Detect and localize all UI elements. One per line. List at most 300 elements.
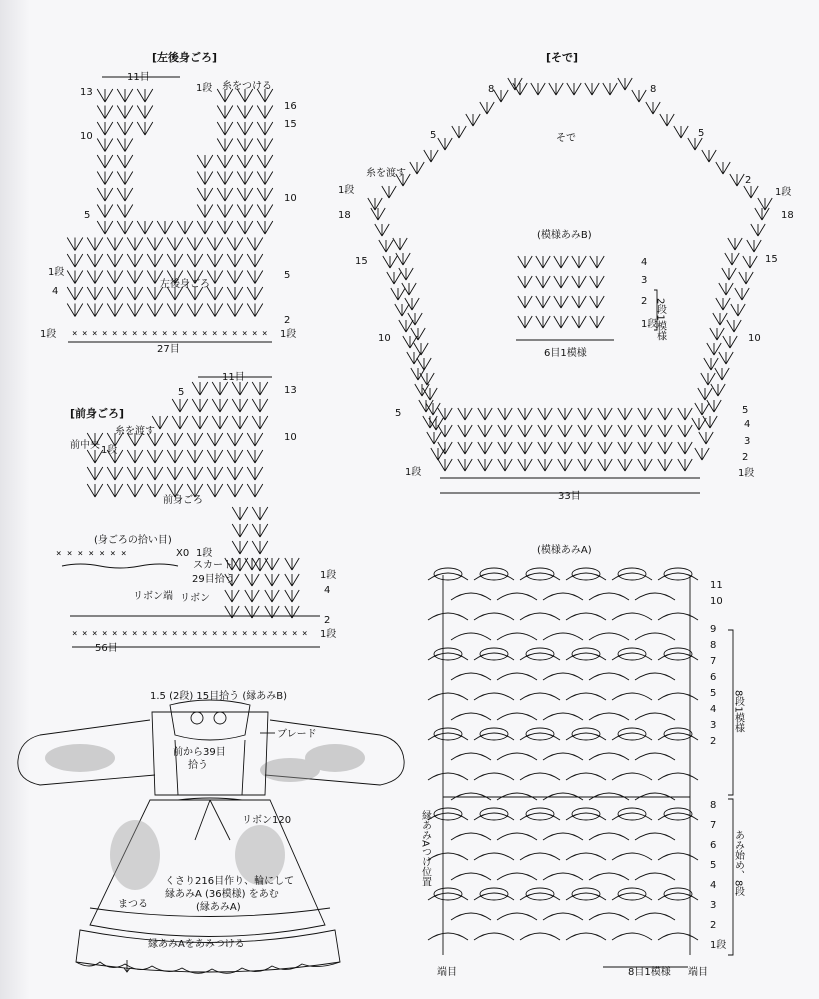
net-arch	[428, 853, 468, 860]
stitch-fan	[368, 198, 382, 210]
net-arch	[497, 833, 537, 840]
stitch-fan	[618, 459, 632, 471]
net-arch	[520, 773, 560, 780]
stitch-fan	[67, 287, 83, 300]
stitch-fan	[67, 254, 83, 267]
stitch-fan	[232, 507, 248, 520]
net-arch	[451, 593, 491, 600]
net-arch	[635, 713, 675, 720]
stitch-fan	[431, 448, 445, 460]
puff-stitch	[664, 808, 692, 820]
stitch-fan	[87, 271, 103, 284]
net-arch	[589, 673, 629, 680]
stitch-fan	[257, 205, 273, 218]
sleeve-title: [そで]	[546, 51, 579, 64]
sleeve-r-10: 10	[748, 333, 761, 344]
net-arch	[474, 853, 514, 860]
stitch-fan	[237, 172, 253, 185]
single-crochet-mark: ×	[242, 629, 248, 639]
front-pickup-row1: 1段	[196, 548, 213, 559]
stitch-fan	[147, 254, 163, 267]
net-arch	[635, 753, 675, 760]
stitch-fan	[728, 238, 742, 250]
net-arch	[658, 853, 698, 860]
stitch-fan	[578, 442, 592, 454]
net-arch	[658, 613, 698, 620]
sleeve-l-10: 10	[378, 333, 391, 344]
stitch-fan	[117, 155, 133, 168]
net-arch	[635, 833, 675, 840]
stitch-fan	[554, 276, 568, 288]
front-pass-yarn: 糸を渡す	[115, 426, 155, 437]
stitch-fan	[117, 172, 133, 185]
stitch-fan	[660, 114, 674, 126]
patB-count: 6目1模様	[544, 348, 587, 359]
patB-r-4: 4	[641, 257, 648, 268]
stitch-fan	[265, 574, 279, 586]
stitch-fan	[67, 238, 83, 251]
stitch-fan	[638, 425, 652, 437]
stitch-fan	[207, 433, 223, 446]
patA-row-label-lower: 8	[710, 800, 717, 811]
single-crochet-mark: ×	[252, 629, 258, 639]
stitch-fan	[554, 256, 568, 268]
stitch-fan	[554, 316, 568, 328]
stitch-fan	[127, 304, 143, 317]
stitch-fan	[252, 416, 268, 429]
back-row-13: 13	[80, 87, 93, 98]
puff-stitch	[526, 568, 554, 580]
stitch-fan	[217, 205, 233, 218]
net-arch	[451, 633, 491, 640]
back-row-4: 4	[52, 286, 59, 297]
stitch-fan	[692, 418, 706, 430]
stitch-fan	[187, 238, 203, 251]
stitch-fan	[227, 287, 243, 300]
puff-stitch	[618, 808, 646, 820]
stitch-fan	[227, 433, 243, 446]
patB-title: (模様あみB)	[537, 230, 592, 241]
net-arch	[474, 613, 514, 620]
back-r-10: 10	[284, 193, 297, 204]
single-crochet-mark: ×	[212, 629, 218, 639]
patA-row-label: 10	[710, 596, 723, 607]
stitch-fan	[137, 221, 153, 234]
net-arch	[497, 713, 537, 720]
net-arch	[635, 593, 675, 600]
stitch-fan	[403, 336, 417, 348]
stitch-fan	[638, 459, 652, 471]
stitch-fan	[247, 467, 263, 480]
single-crochet-mark: ×	[72, 629, 78, 639]
net-arch	[474, 933, 514, 940]
single-crochet-mark: ×	[232, 329, 238, 339]
puff-stitch	[664, 648, 692, 660]
sleeve-chart	[338, 51, 794, 502]
stitch-fan	[536, 296, 550, 308]
stitch-fan	[237, 188, 253, 201]
stitch-fan	[417, 358, 431, 370]
stitch-fan	[536, 316, 550, 328]
stitch-fan	[97, 205, 113, 218]
back-body-label: 左後身ごろ	[160, 279, 210, 290]
stitch-fan	[452, 126, 466, 138]
stitch-fan	[518, 408, 532, 420]
net-arch	[589, 833, 629, 840]
stitch-fan	[127, 287, 143, 300]
patA-bracket-upper: 8段1模様	[732, 690, 744, 733]
stitch-fan	[172, 399, 188, 412]
puff-stitch	[526, 888, 554, 900]
stitch-fan	[212, 399, 228, 412]
stitch-fan	[402, 283, 416, 295]
stitch-fan	[382, 186, 396, 198]
puff-stitch	[618, 568, 646, 580]
stitch-fan	[719, 283, 733, 295]
stitch-fan	[383, 256, 397, 268]
net-arch	[566, 853, 606, 860]
stitch-fan	[674, 126, 688, 138]
front-title: [前身ごろ]	[70, 407, 125, 420]
net-arch	[635, 873, 675, 880]
stitch-fan	[87, 254, 103, 267]
net-arch	[543, 793, 583, 800]
stitch-fan	[245, 590, 259, 602]
front-ribbon-end: リボン端	[133, 591, 173, 602]
patA-row-label: 7	[710, 656, 717, 667]
stitch-fan	[247, 450, 263, 463]
stitch-fan	[225, 590, 239, 602]
stitch-fan	[67, 271, 83, 284]
stitch-fan	[167, 467, 183, 480]
net-arch	[566, 613, 606, 620]
stitch-fan	[137, 89, 153, 102]
back-r-15: 15	[284, 119, 297, 130]
stitch-fan	[494, 90, 508, 102]
stitch-fan	[590, 256, 604, 268]
stitch-fan	[107, 271, 123, 284]
net-arch	[612, 613, 652, 620]
stitch-fan	[265, 590, 279, 602]
stitch-fan	[217, 172, 233, 185]
net-arch	[543, 753, 583, 760]
stitch-fan	[731, 304, 745, 316]
stitch-fan	[97, 188, 113, 201]
stitch-fan	[67, 304, 83, 317]
stitch-fan	[703, 416, 717, 428]
stitch-fan	[538, 425, 552, 437]
puff-stitch	[618, 888, 646, 900]
stitch-fan	[187, 467, 203, 480]
stitch-fan	[257, 106, 273, 119]
net-arch	[428, 693, 468, 700]
stitch-fan	[87, 304, 103, 317]
stitch-fan	[618, 78, 632, 90]
net-arch	[612, 853, 652, 860]
net-arch	[497, 673, 537, 680]
net-arch	[635, 793, 675, 800]
single-crochet-mark: ×	[152, 329, 158, 339]
patA-row-label: 4	[710, 704, 717, 715]
patA-row-label-lower: 5	[710, 860, 717, 871]
single-crochet-mark: ×	[132, 329, 138, 339]
single-crochet-mark: ×	[92, 329, 98, 339]
single-crochet-mark: ×	[82, 629, 88, 639]
stitch-fan	[478, 408, 492, 420]
net-arch	[658, 693, 698, 700]
net-arch	[543, 713, 583, 720]
stitch-fan	[408, 313, 422, 325]
single-crochet-mark: ×	[302, 629, 308, 639]
puff-stitch	[434, 648, 462, 660]
stitch-fan	[252, 541, 268, 554]
stitch-fan	[87, 287, 103, 300]
stitch-fan	[518, 276, 532, 288]
stitch-fan	[438, 425, 452, 437]
stitch-fan	[518, 459, 532, 471]
front-pickup-marks: × × × × × × ×	[56, 549, 127, 559]
stitch-fan	[498, 408, 512, 420]
net-arch	[474, 693, 514, 700]
stitch-fan	[257, 139, 273, 152]
stitch-fan	[187, 433, 203, 446]
stitch-fan	[237, 205, 253, 218]
front-row-5: 5	[178, 387, 185, 398]
back-row-5: 5	[84, 210, 91, 221]
single-crochet-mark: ×	[152, 629, 158, 639]
stitch-fan	[727, 320, 741, 332]
puff-stitch	[526, 808, 554, 820]
stitch-fan	[747, 240, 761, 252]
stitch-fan	[212, 416, 228, 429]
sleeve-r-2: 2	[745, 175, 752, 186]
front-r-10: 10	[284, 432, 297, 443]
sleeve-top-left: 8	[488, 84, 495, 95]
stitch-fan	[127, 450, 143, 463]
front-row1: 1段	[101, 445, 118, 456]
stitch-fan	[458, 408, 472, 420]
stitch-fan	[598, 425, 612, 437]
stitch-fan	[646, 102, 660, 114]
stitch-fan	[695, 403, 709, 415]
stitch-fan	[751, 224, 765, 236]
sleeve-r-5b: 5	[742, 405, 749, 416]
front-lr-2: 2	[324, 615, 331, 626]
front-center: 前中央	[70, 440, 100, 451]
stitch-fan	[207, 238, 223, 251]
sleeve-l-15: 15	[355, 256, 368, 267]
stitch-fan	[695, 448, 709, 460]
net-arch	[543, 593, 583, 600]
stitch-fan	[107, 467, 123, 480]
single-crochet-mark: ×	[202, 329, 208, 339]
back-title: [左後身ごろ]	[152, 51, 218, 64]
stitch-fan	[97, 89, 113, 102]
stitch-fan	[518, 442, 532, 454]
stitch-fan	[702, 150, 716, 162]
net-arch	[520, 853, 560, 860]
stitch-fan	[247, 433, 263, 446]
stitch-fan	[107, 238, 123, 251]
puff-stitch	[664, 728, 692, 740]
single-crochet-mark: ×	[142, 329, 148, 339]
front-bottom-count: 56目	[95, 643, 118, 654]
stitch-fan	[97, 106, 113, 119]
single-crochet-mark: ×	[172, 629, 178, 639]
net-arch	[451, 673, 491, 680]
stitch-fan	[252, 399, 268, 412]
stitch-fan	[117, 106, 133, 119]
single-crochet-mark: ×	[182, 329, 188, 339]
net-arch	[589, 633, 629, 640]
stitch-fan	[478, 459, 492, 471]
dress-ribbon: リボン120	[242, 815, 292, 826]
stitch-fan	[167, 304, 183, 317]
stitch-fan	[107, 484, 123, 497]
sleeve-pass-yarn: 糸を渡す	[366, 168, 406, 179]
patA-row-label-lower: 7	[710, 820, 717, 831]
single-crochet-mark: ×	[122, 329, 128, 339]
stitch-fan	[127, 271, 143, 284]
stitch-fan	[758, 198, 772, 210]
stitch-fan	[147, 304, 163, 317]
back-row-1: 1段	[40, 329, 57, 340]
puff-stitch	[664, 888, 692, 900]
stitch-fan	[197, 188, 213, 201]
net-arch	[497, 873, 537, 880]
stitch-fan	[232, 382, 248, 395]
stitch-fan	[137, 106, 153, 119]
stitch-fan	[531, 83, 545, 95]
single-crochet-mark: ×	[102, 329, 108, 339]
stitch-fan	[97, 139, 113, 152]
dress-edgeA: (縁あみA)	[196, 902, 241, 913]
stitch-fan	[252, 382, 268, 395]
stitch-fan	[197, 205, 213, 218]
net-arch	[543, 873, 583, 880]
stitch-fan	[237, 221, 253, 234]
puff-stitch	[480, 888, 508, 900]
stitch-fan	[558, 459, 572, 471]
stitch-fan	[207, 254, 223, 267]
stitch-fan	[167, 238, 183, 251]
single-crochet-mark: ×	[172, 329, 178, 339]
stitch-fan	[411, 328, 425, 340]
front-pickup-end: X0	[176, 548, 190, 559]
single-crochet-mark: ×	[222, 629, 228, 639]
stitch-fan	[177, 221, 193, 234]
net-arch	[451, 873, 491, 880]
stitch-fan	[127, 467, 143, 480]
single-crochet-mark: ×	[232, 629, 238, 639]
net-arch	[589, 713, 629, 720]
net-arch	[451, 713, 491, 720]
stitch-fan	[247, 254, 263, 267]
stitch-fan	[399, 320, 413, 332]
stitch-fan	[498, 442, 512, 454]
stitch-fan	[197, 172, 213, 185]
single-crochet-mark: ×	[192, 329, 198, 339]
single-crochet-mark: ×	[132, 629, 138, 639]
stitch-fan	[393, 238, 407, 250]
stitch-fan	[710, 328, 724, 340]
stitch-fan	[730, 174, 744, 186]
back-top-count: 11目	[127, 72, 150, 83]
stitch-fan	[227, 254, 243, 267]
left-back-bodice-chart	[40, 50, 297, 355]
stitch-fan	[618, 442, 632, 454]
single-crochet-mark: ×	[142, 629, 148, 639]
stitch-fan	[227, 304, 243, 317]
stitch-fan	[167, 450, 183, 463]
patA-title: (模様あみA)	[537, 545, 592, 556]
net-arch	[520, 693, 560, 700]
stitch-fan	[715, 368, 729, 380]
stitch-fan	[285, 574, 299, 586]
single-crochet-mark: ×	[162, 629, 168, 639]
stitch-fan	[590, 276, 604, 288]
net-arch	[451, 793, 491, 800]
single-crochet-mark: ×	[162, 329, 168, 339]
stitch-fan	[257, 221, 273, 234]
stitch-fan	[701, 373, 715, 385]
net-arch	[543, 633, 583, 640]
stitch-fan	[147, 450, 163, 463]
net-arch	[497, 753, 537, 760]
stitch-fan	[618, 408, 632, 420]
stitch-fan	[598, 408, 612, 420]
patA-row-label-lower: 4	[710, 880, 717, 891]
stitch-fan	[379, 240, 393, 252]
puff-stitch	[618, 728, 646, 740]
single-crochet-mark: ×	[272, 629, 278, 639]
puff-stitch	[434, 568, 462, 580]
back-r-2: 2	[284, 315, 291, 326]
single-crochet-mark: ×	[262, 629, 268, 639]
stitch-fan	[427, 432, 441, 444]
net-arch	[520, 933, 560, 940]
front-r-13: 13	[284, 385, 297, 396]
stitch-fan	[716, 162, 730, 174]
stitch-fan	[713, 313, 727, 325]
patB-r-3: 3	[641, 275, 648, 286]
net-arch	[497, 593, 537, 600]
stitch-fan	[237, 155, 253, 168]
dress-sew: まつる	[118, 899, 148, 910]
stitch-fan	[237, 139, 253, 152]
patB-r-1: 1段	[641, 319, 658, 330]
stitch-fan	[117, 221, 133, 234]
back-row1-left: 1段	[48, 267, 65, 278]
stitch-fan	[107, 254, 123, 267]
stitch-fan	[558, 442, 572, 454]
net-arch	[612, 933, 652, 940]
net-arch	[612, 693, 652, 700]
stitch-fan	[722, 268, 736, 280]
stitch-fan	[590, 296, 604, 308]
stitch-fan	[698, 388, 712, 400]
puff-stitch	[572, 648, 600, 660]
stitch-fan	[117, 205, 133, 218]
net-arch	[658, 773, 698, 780]
stitch-fan	[735, 288, 749, 300]
single-crochet-mark: ×	[202, 629, 208, 639]
net-arch	[658, 933, 698, 940]
stitch-fan	[458, 425, 472, 437]
net-arch	[474, 773, 514, 780]
stitch-fan	[212, 382, 228, 395]
net-arch	[543, 833, 583, 840]
